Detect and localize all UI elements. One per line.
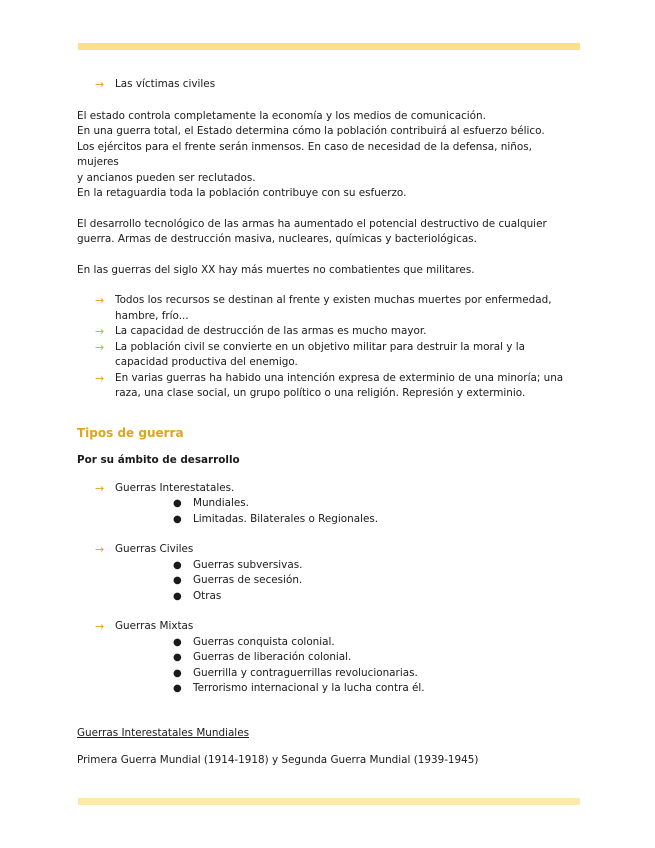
list-item-text: Terrorismo internacional y la lucha contra él. <box>193 682 425 694</box>
final-line: Primera Guerra Mundial (1914-1918) y Segunda Guerra Mundial (1939-1945) <box>77 753 479 766</box>
list-item-text: capacidad productiva del enemigo. <box>115 356 298 368</box>
list-item <box>77 681 577 697</box>
bullet-icon: ● <box>173 683 182 694</box>
list-item-text: Limitadas. Bilaterales o Regionales. <box>193 512 379 525</box>
arrow-icon: → <box>95 340 105 354</box>
list-item <box>77 558 577 574</box>
bullet-icon: ● <box>173 636 182 648</box>
arrow-icon: → <box>95 481 105 495</box>
group-title <box>77 619 577 635</box>
paragraph-line: En una guerra total, el Estado determina cómo la población contribuirá al esfuerzo bélico. <box>77 125 545 137</box>
list-item-text: Las víctimas civiles <box>115 78 216 90</box>
arrow-icon: → <box>95 78 105 91</box>
list-item-text: Todos los recursos se destinan al frente y existen muchas muertes por enfermedad, <box>115 294 552 306</box>
arrow-icon: → <box>95 294 105 307</box>
bullet-icon: ● <box>173 498 182 509</box>
paragraph-total-war <box>77 109 577 202</box>
list-item-text: Guerras subversivas. <box>193 558 303 571</box>
subheading: Por su ámbito de desarrollo <box>77 453 240 466</box>
bullet-icon: ● <box>173 652 182 663</box>
list-item <box>77 635 577 651</box>
paragraph-line: El desarrollo tecnológico de las armas ha aumentado el potencial destructivo de cualquier <box>77 217 547 230</box>
consequences-list <box>77 293 577 402</box>
list-item-text: Guerras de secesión. <box>193 574 303 586</box>
bullet-icon: ● <box>173 559 182 571</box>
war-types-group <box>77 619 577 697</box>
group-title <box>77 542 577 558</box>
list-item-text: raza, una clase social, un grupo político o una religión. Represión y exterminio. <box>115 387 526 399</box>
paragraph-line: En la retaguardia toda la población contribuye con su esfuerzo. <box>77 187 407 199</box>
war-types-group <box>77 481 577 528</box>
arrow-icon: → <box>95 371 105 385</box>
bottom-divider <box>78 798 580 805</box>
paragraph-technology <box>77 217 577 248</box>
list-item <box>77 371 577 402</box>
group-title <box>77 481 577 497</box>
bullet-icon: ● <box>173 590 182 602</box>
arrow-icon: → <box>95 620 105 633</box>
bullet-icon: ● <box>173 513 182 525</box>
list-item <box>77 666 577 682</box>
list-item-text: La población civil se convierte en un objetivo militar para destruir la moral y la <box>115 340 525 353</box>
paragraph-line: El estado controla completamente la economía y los medios de comunicación. <box>77 109 486 122</box>
list-item <box>77 340 577 371</box>
list-item-text: Mundiales. <box>193 497 249 509</box>
list-item <box>77 496 577 512</box>
group-title-text: Guerras Civiles <box>115 543 194 555</box>
paragraph-casualties: En las guerras del siglo XX hay más muertes no combatientes que militares. <box>77 263 475 276</box>
war-types-group <box>77 542 577 604</box>
bullet-icon: ● <box>173 667 182 679</box>
section-title: Guerras Interestatales Mundiales <box>77 726 249 739</box>
list-item-text: Guerras conquista colonial. <box>193 635 335 648</box>
list-item <box>77 324 577 340</box>
bullet-icon: ● <box>173 575 182 586</box>
paragraph-line: guerra. Armas de destrucción masiva, nucleares, químicas y bacteriológicas. <box>77 233 477 245</box>
list-item <box>77 293 577 324</box>
arrow-icon: → <box>95 543 105 556</box>
list-item <box>77 650 577 666</box>
list-item <box>77 77 577 93</box>
section-heading: Tipos de guerra <box>77 425 184 440</box>
list-item <box>77 589 577 605</box>
list-item-text: hambre, frío... <box>115 309 189 322</box>
list-item-text: La capacidad de destrucción de las armas es mucho mayor. <box>115 325 427 337</box>
list-item-text: Otras <box>193 589 222 602</box>
list-item <box>77 512 577 528</box>
group-title-text: Guerras Mixtas <box>115 620 194 632</box>
arrow-icon: → <box>95 325 105 338</box>
list-item-text: Guerras de liberación colonial. <box>193 651 352 663</box>
paragraph-line: y ancianos pueden ser reclutados. <box>77 171 256 184</box>
list-item-text: Guerrilla y contraguerrillas revolucionarias. <box>193 666 418 679</box>
document-body <box>77 77 577 768</box>
top-divider <box>78 43 580 50</box>
group-title-text: Guerras Interestatales. <box>115 481 235 494</box>
list-item-text: En varias guerras ha habido una intención expresa de exterminio de una minoría; una <box>115 371 564 384</box>
paragraph-line: Los ejércitos para el frente serán inmensos. En caso de necesidad de la defensa, niños, mujeres <box>77 140 532 168</box>
list-item <box>77 573 577 589</box>
